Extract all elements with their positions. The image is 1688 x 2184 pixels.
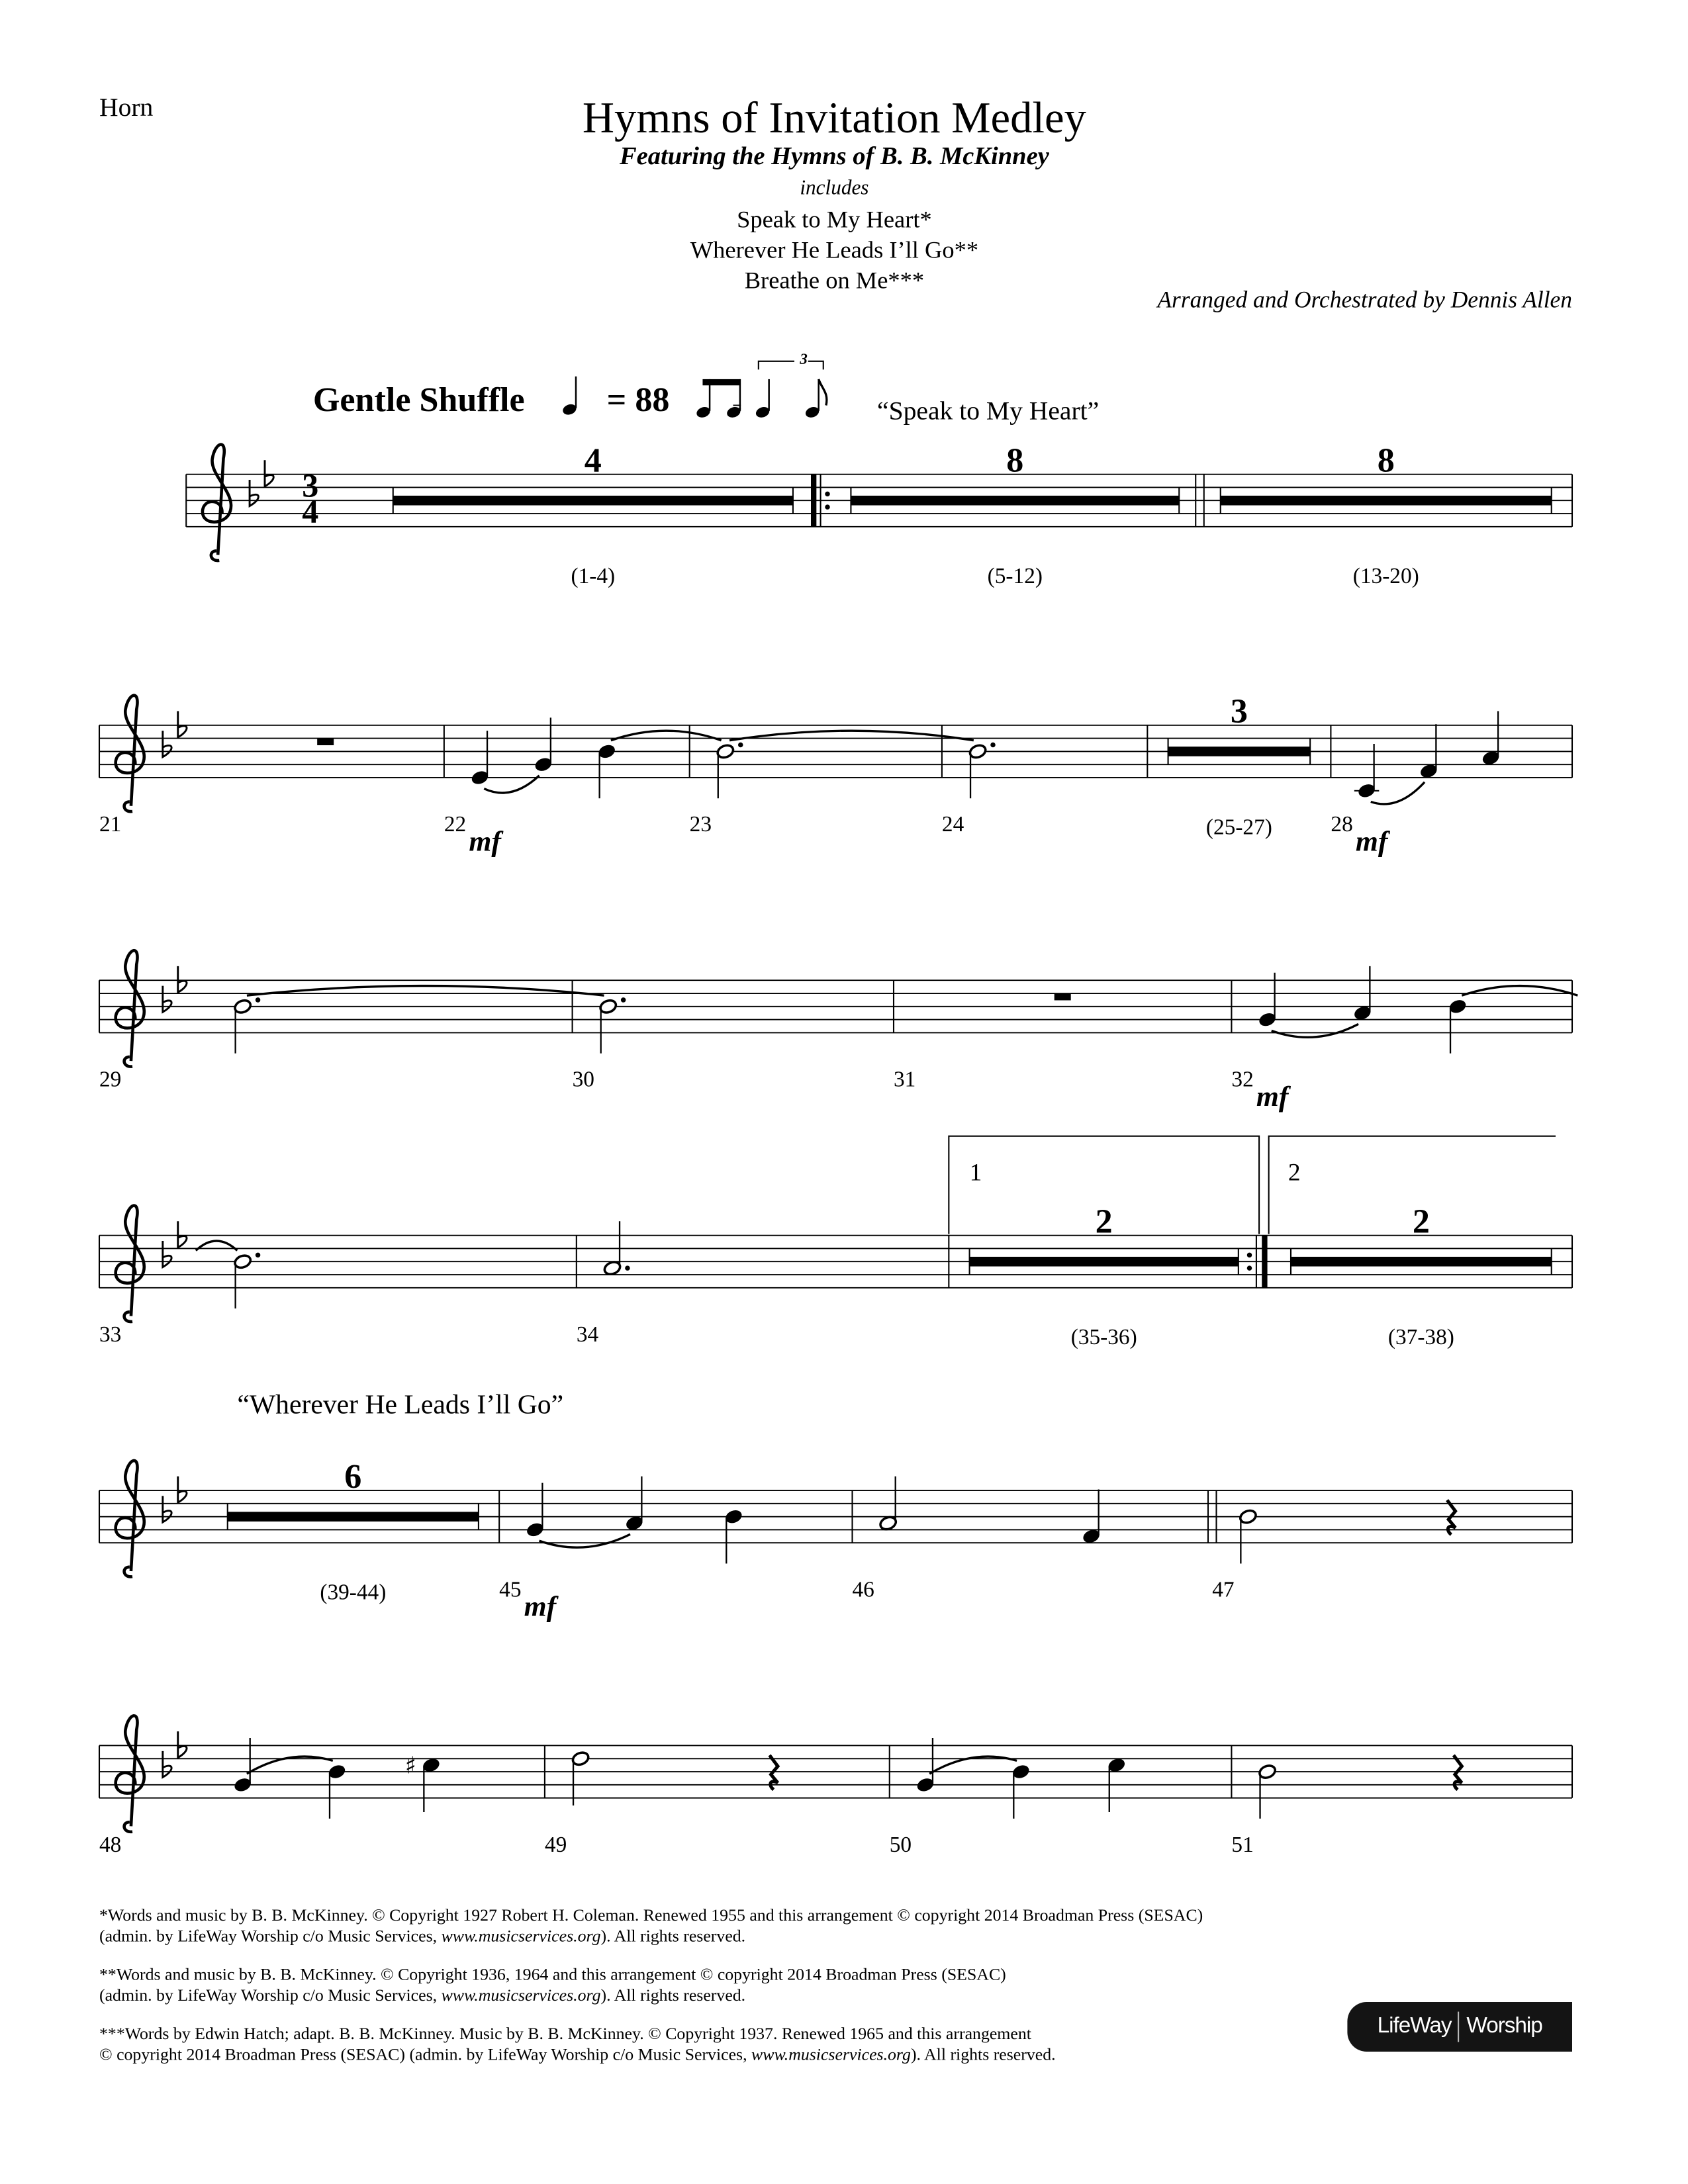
multi-measure-rest xyxy=(1221,496,1552,506)
flat-b-icon xyxy=(163,1751,171,1778)
measure-number: 33 xyxy=(99,1322,122,1347)
song-title: Speak to My Heart* xyxy=(737,205,932,234)
flat-e-icon xyxy=(178,1731,187,1758)
measure-number: 50 xyxy=(889,1832,912,1857)
footnote-text: (admin. by LifeWay Worship c/o Music Services, xyxy=(99,1985,442,2005)
footnote-line xyxy=(99,1926,1203,1946)
augmentation-dot xyxy=(256,997,261,1002)
measure-number: 49 xyxy=(544,1832,567,1857)
repeat-dot xyxy=(1247,1253,1252,1258)
repeat-end-barline xyxy=(1262,1236,1267,1288)
measure-range: (1-4) xyxy=(571,564,616,589)
repeat-start-barline xyxy=(811,475,816,527)
section-title: “Wherever He Leads I’ll Go” xyxy=(237,1389,564,1420)
instrument-label: Horn xyxy=(99,93,154,123)
time-signature-bottom: 4 xyxy=(302,494,319,531)
footnote-url: www.musicservices.org xyxy=(441,1926,601,1946)
footnote-text: ). All rights reserved. xyxy=(910,2044,1056,2064)
measure-number: 29 xyxy=(99,1067,122,1092)
multirest-count: 2 xyxy=(1095,1203,1113,1241)
treble-clef-icon xyxy=(116,1206,144,1322)
flat-b-icon xyxy=(163,986,171,1013)
swing-equals: = xyxy=(732,396,742,417)
measure-range: (35-36) xyxy=(1070,1325,1137,1350)
treble-clef-icon xyxy=(116,696,144,812)
repeat-dot xyxy=(825,504,830,510)
multirest-count: 8 xyxy=(1377,441,1395,480)
measure-range: (25-27) xyxy=(1205,815,1272,840)
measure-number: 45 xyxy=(499,1577,522,1602)
measure-number: 46 xyxy=(852,1577,874,1602)
tempo-label: Gentle Shuffle xyxy=(312,382,525,420)
footnote-2 xyxy=(99,1965,1006,2007)
flat-e-icon xyxy=(178,1221,187,1248)
measure-number: 48 xyxy=(99,1832,122,1857)
eighth-flag xyxy=(819,379,827,406)
slur xyxy=(1272,1024,1358,1037)
flat-e-icon xyxy=(265,460,273,486)
time-signature-top: 3 xyxy=(302,469,319,505)
logo-right-text: Worship xyxy=(1466,2014,1542,2038)
logo-left-text: LifeWay xyxy=(1377,2014,1452,2038)
footnote-text: ). All rights reserved. xyxy=(600,1985,746,2005)
treble-clef-icon xyxy=(116,950,144,1067)
arranger-credit: Arranged and Orchestrated by Dennis Allen xyxy=(1157,287,1572,313)
footnote-text: (admin. by LifeWay Worship c/o Music Services, xyxy=(99,1926,442,1946)
measure-number: 22 xyxy=(444,812,467,837)
flat-e-icon xyxy=(178,711,187,737)
piece-subtitle: Featuring the Hymns of B. B. McKinney xyxy=(619,143,1049,171)
measure-number: 34 xyxy=(576,1322,599,1347)
measure-number: 24 xyxy=(941,812,964,837)
multi-measure-rest xyxy=(970,1257,1239,1267)
section-title: “Speak to My Heart” xyxy=(876,396,1100,426)
footnote-line: *Words and music by B. B. McKinney. © Copyright 1927 Robert H. Coleman. Renewed 1955 and this arrangement © copyright 2014 Broadman Press (SESAC) xyxy=(99,1905,1203,1925)
includes-label: includes xyxy=(800,177,869,201)
augmentation-dot xyxy=(621,997,626,1002)
whole-rest-icon xyxy=(1055,993,1071,1000)
multi-measure-rest xyxy=(228,1512,479,1522)
repeat-dot xyxy=(1247,1265,1252,1271)
footnote-3 xyxy=(99,2024,1056,2065)
footnote-url: www.musicservices.org xyxy=(441,1985,601,2005)
augmentation-dot xyxy=(256,1253,261,1258)
flat-e-icon xyxy=(178,1477,187,1503)
measure-number: 32 xyxy=(1231,1067,1254,1092)
multi-measure-rest xyxy=(1168,747,1311,756)
treble-clef-icon xyxy=(116,1461,144,1577)
measure-range: (37-38) xyxy=(1387,1325,1454,1350)
dynamic-marking: mf xyxy=(1256,1080,1289,1113)
multirest-count: 8 xyxy=(1006,441,1024,480)
dynamic-marking: mf xyxy=(1355,825,1388,858)
triplet-number: 3 xyxy=(800,351,808,369)
song-title: Breathe on Me*** xyxy=(744,266,925,294)
footnote-line: ***Words by Edwin Hatch; adapt. B. B. McKinney. Music by B. B. McKinney. © Copyright 1937. Renewed 1965 and this arrangement xyxy=(99,2024,1031,2044)
multi-measure-rest xyxy=(851,496,1179,506)
augmentation-dot xyxy=(738,743,743,747)
multirest-count: 3 xyxy=(1230,692,1248,731)
multirest-count: 4 xyxy=(584,441,602,480)
multirest-count: 2 xyxy=(1412,1203,1430,1241)
flat-b-icon xyxy=(163,1241,171,1267)
beam xyxy=(702,379,740,385)
measure-number: 21 xyxy=(99,812,122,837)
repeat-dot xyxy=(825,492,830,497)
measure-number: 28 xyxy=(1331,812,1353,837)
whole-rest-icon xyxy=(317,739,334,745)
sharp-icon: ♯ xyxy=(404,1752,416,1780)
dynamic-marking: mf xyxy=(524,1590,557,1623)
measure-number: 31 xyxy=(893,1067,916,1092)
augmentation-dot xyxy=(990,743,996,747)
lifeway-worship-logo xyxy=(1347,2002,1572,2052)
volta-1-label: 1 xyxy=(969,1158,982,1186)
augmentation-dot xyxy=(625,1265,630,1271)
tempo-bpm: = 88 xyxy=(606,382,670,420)
footnote-1 xyxy=(99,1905,1203,1947)
flat-b-icon xyxy=(163,731,171,757)
footnote-line: **Words and music by B. B. McKinney. © Copyright 1936, 1964 and this arrangement © copyright 2014 Broadman Press (SESAC) xyxy=(99,1964,1006,1984)
measure-range: (39-44) xyxy=(320,1580,387,1605)
footnote-text: © copyright 2014 Broadman Press (SESAC) (admin. by LifeWay Worship c/o Music Services, xyxy=(99,2044,752,2064)
flat-e-icon xyxy=(178,966,187,993)
measure-number: 23 xyxy=(689,812,712,837)
measure-number: 51 xyxy=(1231,1832,1254,1857)
piece-title: Hymns of Invitation Medley xyxy=(582,92,1086,142)
slur xyxy=(539,1534,630,1547)
song-title: Wherever He Leads I’ll Go** xyxy=(690,236,979,263)
flat-b-icon xyxy=(163,1496,171,1522)
flat-b-icon xyxy=(250,480,258,506)
dynamic-marking: mf xyxy=(469,825,501,858)
logo-divider xyxy=(1458,2012,1460,2042)
footnote-url: www.musicservices.org xyxy=(751,2044,911,2064)
footnote-text: ). All rights reserved. xyxy=(600,1926,746,1946)
footnote-line xyxy=(99,2045,1056,2066)
multi-measure-rest xyxy=(1291,1257,1552,1267)
treble-clef-icon xyxy=(203,445,231,561)
measure-range: (13-20) xyxy=(1352,564,1419,589)
measure-number: 30 xyxy=(572,1067,594,1092)
treble-clef-icon xyxy=(116,1715,144,1832)
slur xyxy=(1371,782,1425,804)
volta-2-label: 2 xyxy=(1288,1158,1301,1186)
multirest-count: 6 xyxy=(344,1457,362,1496)
triplet-bracket xyxy=(759,361,823,369)
measure-range: (5-12) xyxy=(987,564,1043,589)
measure-number: 47 xyxy=(1212,1577,1235,1602)
multi-measure-rest xyxy=(393,496,793,506)
footnote-line xyxy=(99,1985,1006,2006)
